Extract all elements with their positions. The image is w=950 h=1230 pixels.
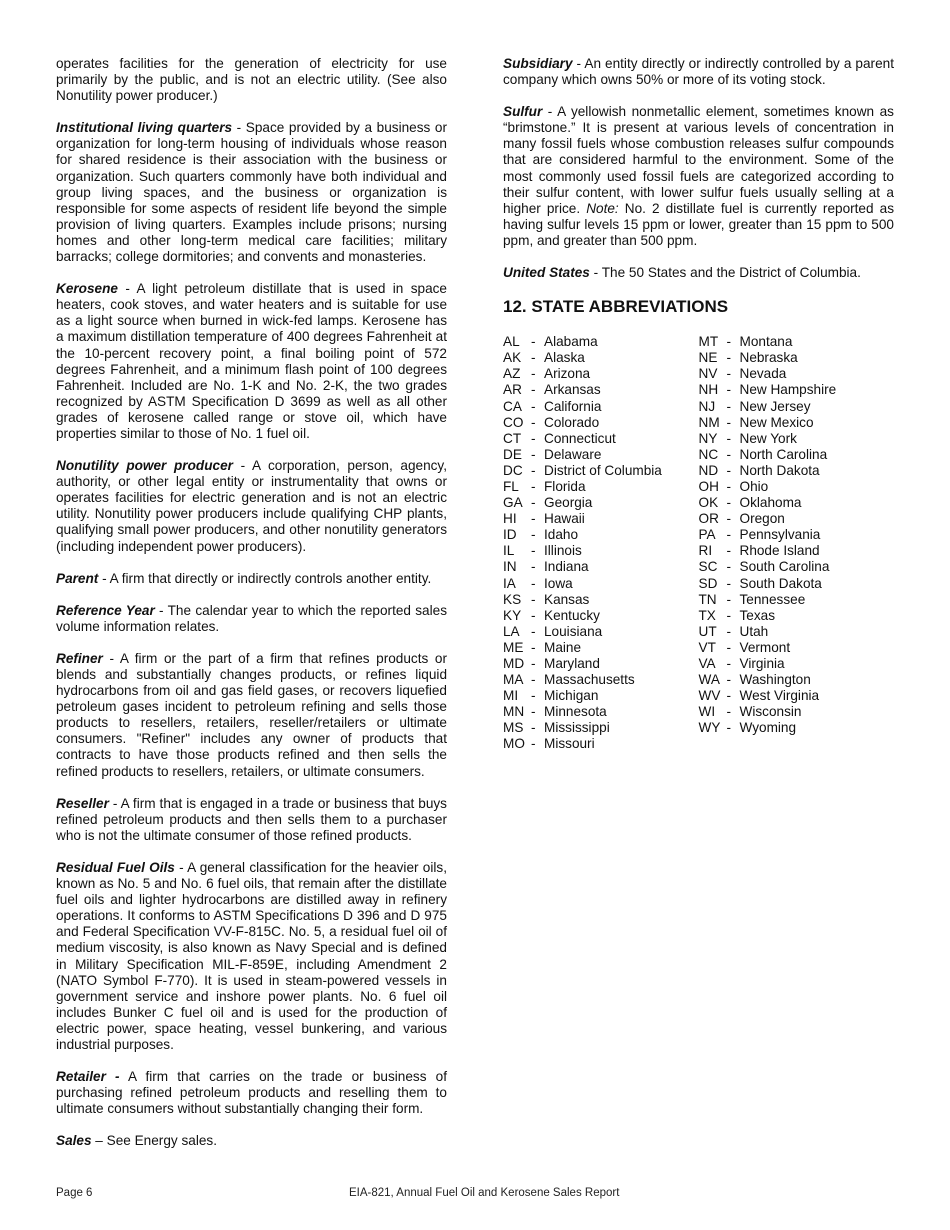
definition-text: A light petroleum distillate that is used in space heaters, cook stoves, and water heaters and is suitable for use as a light source when burned in wick-fed lamps. Kerosene has a maximum distillation temperature of 400 degrees Fahrenheit at the 10-percent recovery point, a final boiling point of 572 degrees Fahrenheit, and a minimum flash point of 100 degrees Fahrenheit. Included are No. 1-K and No. 2-K, the two grades recognized by ASTM Specification D 3699 as well as all other grades of kerosene called range or stove oil, which have properties similar to those of No. 1 fuel oil.	[56, 281, 447, 441]
dash-separator: -	[726, 623, 732, 639]
state-abbr: DE	[503, 446, 522, 462]
state-name: New Mexico	[739, 414, 814, 430]
state-row	[503, 720, 699, 736]
state-row	[699, 527, 895, 543]
dash-separator: -	[531, 430, 536, 446]
state-abbr: MO	[503, 736, 525, 752]
dash-separator: -	[531, 736, 536, 752]
term: Parent	[56, 570, 99, 586]
state-abbr: RI	[698, 543, 713, 559]
state-row	[503, 592, 699, 608]
state-abbr: MD	[503, 656, 525, 671]
state-abbr: CA	[503, 398, 522, 414]
state-name: District of Columbia	[544, 462, 662, 478]
definition-text: The calendar year to which the reported sales volume information relates.	[56, 602, 447, 634]
state-abbr: IL	[503, 543, 515, 559]
state-row	[503, 672, 699, 688]
state-name: Florida	[544, 478, 586, 494]
state-row	[503, 543, 699, 559]
dash-separator: -	[726, 639, 732, 655]
term: Sulfur	[503, 104, 543, 120]
dash-separator: -	[531, 575, 536, 591]
state-row	[503, 624, 699, 640]
separator: -	[232, 458, 252, 474]
definition-text: Space provided by a business or organization for long-term housing of individuals whose reason for shared residence is their association with the business or organization. Such quarters commonly have both individual and group living spaces, and the business or organization is responsible for some aspects of resident life beyond the simple provision of living quarters. Examples include prisons; nursing homes and other long-term medical care facilities; military barracks; college dormitories; and convents and monasteries.	[56, 120, 447, 265]
state-name: Vermont	[739, 639, 791, 655]
state-abbr: SC	[698, 559, 718, 575]
state-abbr: AK	[503, 350, 522, 366]
state-name: Arizona	[544, 366, 591, 382]
state-row	[699, 656, 895, 672]
dash-separator: -	[726, 430, 732, 446]
definition-reference-year	[56, 603, 447, 635]
state-abbr: OH	[698, 478, 719, 494]
state-abbr: VT	[698, 639, 716, 655]
definition-retailer	[56, 1069, 447, 1117]
state-name: Hawaii	[544, 511, 585, 527]
definition-institutional-living-quarters	[56, 120, 447, 265]
state-name: West Virginia	[739, 688, 820, 704]
dash-separator: -	[726, 607, 732, 623]
separator: -	[572, 56, 585, 71]
state-abbr: IA	[503, 575, 516, 591]
state-row	[699, 399, 895, 415]
definition-text: A yellowish nonmetallic element, sometimes known as “brimstone.” It is present at various levels of concentration in many fossil fuels whose combustion releases sulfur compounds that are considered harmful to the environment. Some of the most commonly used fossil fuels are categorized according to their sulfur content, with lower sulfur fuels usually selling at a higher price.	[503, 104, 894, 216]
term: United States	[503, 265, 590, 281]
dash-separator: -	[726, 704, 732, 720]
state-abbr: CT	[503, 430, 522, 446]
state-abbr: OK	[698, 495, 719, 511]
term: Nonutility power producer	[56, 458, 233, 474]
term: Subsidiary	[503, 56, 573, 71]
definition-residual-fuel-oils	[56, 860, 447, 1053]
state-name: Mississippi	[544, 720, 610, 736]
state-row	[699, 463, 895, 479]
dash-separator: -	[531, 720, 536, 736]
term: Kerosene	[56, 281, 118, 297]
state-row	[503, 559, 699, 575]
state-abbr: WI	[698, 704, 716, 720]
state-name: Alaska	[544, 350, 585, 366]
state-abbr: HI	[503, 511, 517, 527]
dash-separator: -	[726, 495, 732, 511]
dash-separator: -	[726, 414, 732, 430]
dash-separator: -	[531, 398, 536, 414]
state-name: Kentucky	[544, 607, 600, 623]
dash-separator: -	[726, 382, 732, 398]
definition-kerosene	[56, 281, 447, 442]
state-abbr: WV	[698, 688, 721, 704]
state-name: South Carolina	[739, 559, 830, 575]
dash-separator: -	[531, 350, 536, 366]
dash-separator: -	[726, 559, 732, 575]
state-abbr: MI	[503, 688, 519, 704]
state-abbr: NE	[698, 350, 718, 366]
dash-separator: -	[726, 672, 732, 688]
state-name: Texas	[739, 607, 776, 623]
state-abbr: AL	[503, 334, 520, 350]
state-abbr: WA	[698, 672, 720, 688]
dash-separator: -	[726, 478, 732, 494]
term: Sales	[56, 1133, 92, 1149]
state-abbr: DC	[503, 462, 523, 478]
state-row	[503, 399, 699, 415]
term: Institutional living quarters	[56, 120, 233, 136]
state-row	[503, 656, 699, 672]
state-name: Delaware	[544, 446, 602, 462]
state-abbr: ME	[503, 639, 524, 655]
states-column-right	[699, 334, 895, 752]
state-row	[699, 624, 895, 640]
state-row	[699, 592, 895, 608]
state-abbr: MN	[503, 704, 525, 720]
definition-text: A firm or the part of a firm that refines products or blends and substantially changes products, or refines liquid hydrocarbons from oil and gas field gases, or recovers liquefied petroleum gases incident to petroleum refining and sells those products to resellers, retailers, reseller/retailers or ultimate consumers. "Refiner" includes any owner of products that contracts to have those products refined and then sells the refined products to resellers, retailers, or ultimate consumers.	[56, 650, 447, 779]
dash-separator: -	[726, 398, 732, 414]
state-row	[503, 447, 699, 463]
states-column-left	[503, 334, 699, 752]
state-abbr: NC	[698, 446, 719, 462]
dash-separator: -	[531, 511, 536, 527]
dash-separator: -	[531, 559, 536, 575]
separator: -	[108, 795, 121, 811]
state-name: Maryland	[544, 656, 600, 671]
state-row	[503, 688, 699, 704]
state-name: Rhode Island	[739, 543, 820, 559]
state-row	[503, 350, 699, 366]
state-abbr: NM	[698, 414, 720, 430]
state-row	[503, 736, 699, 752]
separator: -	[154, 602, 168, 618]
state-row	[503, 608, 699, 624]
dash-separator: -	[726, 688, 732, 704]
dash-separator: -	[726, 511, 732, 527]
state-row	[699, 576, 895, 592]
dash-separator: -	[726, 720, 732, 736]
dash-separator: -	[531, 382, 536, 398]
state-abbr: NJ	[698, 398, 716, 414]
state-abbr: TX	[698, 607, 716, 623]
term: Refiner	[56, 650, 103, 666]
state-name: Kansas	[544, 591, 590, 607]
state-name: Montana	[739, 334, 793, 350]
dash-separator: -	[531, 334, 536, 350]
state-name: Wyoming	[739, 720, 797, 736]
state-row	[699, 334, 895, 350]
definition-sulfur	[503, 104, 894, 249]
separator: -	[117, 281, 137, 297]
definition-text: An entity directly or indirectly controlled by a parent company which owns 50% or more of its voting stock.	[503, 56, 894, 88]
state-name: Massachusetts	[544, 672, 635, 688]
state-row	[699, 704, 895, 720]
state-abbr: LA	[503, 623, 520, 639]
state-row	[699, 608, 895, 624]
state-abbr: SD	[698, 575, 718, 591]
state-row	[699, 447, 895, 463]
definition-subsidiary	[503, 56, 894, 88]
dash-separator: -	[726, 366, 732, 382]
definition-text: See Energy sales.	[106, 1133, 217, 1149]
state-abbr: NH	[698, 382, 719, 398]
state-abbreviations-table	[503, 334, 894, 752]
dash-separator: -	[531, 623, 536, 639]
continuation-paragraph: operates facilities for the generation of electricity for use primarily by the public, and is not an electric utility. (See also Nonutility power producer.)	[56, 56, 447, 104]
definition-sales	[56, 1133, 447, 1149]
state-row	[503, 495, 699, 511]
state-name: Louisiana	[544, 623, 603, 639]
state-name: Arkansas	[544, 382, 601, 398]
state-name: Oklahoma	[739, 495, 802, 511]
term: Reseller	[56, 795, 109, 811]
dash-separator: -	[531, 656, 536, 671]
dash-separator: -	[531, 639, 536, 655]
state-abbr: IN	[503, 559, 517, 575]
dash-separator: -	[726, 591, 732, 607]
separator: -	[98, 570, 110, 586]
dash-separator: -	[531, 446, 536, 462]
state-row	[699, 350, 895, 366]
definition-nonutility-power-producer	[56, 458, 447, 555]
state-abbr: KS	[503, 591, 522, 607]
state-abbr: OR	[698, 511, 719, 527]
definition-united-states	[503, 265, 894, 281]
dash-separator: -	[531, 366, 536, 382]
dash-separator: -	[726, 656, 732, 671]
state-row	[503, 334, 699, 350]
dash-separator: -	[531, 688, 536, 704]
state-name: New York	[739, 430, 797, 446]
state-row	[503, 463, 699, 479]
state-name: Nebraska	[739, 350, 798, 366]
state-row	[699, 559, 895, 575]
state-name: Pennsylvania	[739, 527, 821, 543]
note-label: Note:	[586, 200, 619, 216]
state-abbr: FL	[503, 478, 519, 494]
state-abbr: PA	[698, 527, 716, 543]
state-row	[503, 576, 699, 592]
state-abbr: WY	[698, 720, 721, 736]
state-row	[699, 382, 895, 398]
dash-separator: -	[531, 607, 536, 623]
state-name: Oregon	[739, 511, 785, 527]
definition-parent	[56, 571, 447, 587]
dash-separator: -	[726, 527, 732, 543]
definition-reseller	[56, 796, 447, 844]
state-row	[699, 640, 895, 656]
state-name: New Jersey	[739, 398, 811, 414]
state-name: Idaho	[544, 527, 579, 543]
state-row	[503, 415, 699, 431]
dash-separator: -	[726, 575, 732, 591]
state-name: Nevada	[739, 366, 787, 382]
state-row	[699, 431, 895, 447]
left-column	[56, 56, 447, 1165]
state-row	[699, 366, 895, 382]
state-row	[699, 415, 895, 431]
separator: -	[232, 120, 246, 136]
section-heading: 12. STATE ABBREVIATIONS	[503, 297, 729, 317]
dash-separator: -	[531, 591, 536, 607]
right-column	[503, 56, 894, 753]
term: Reference Year	[56, 602, 155, 618]
state-name: Wisconsin	[739, 704, 802, 720]
dash-separator: -	[531, 672, 536, 688]
state-abbr: MT	[698, 334, 719, 350]
state-name: Utah	[739, 623, 769, 639]
state-abbr: ND	[698, 462, 719, 478]
state-abbr: UT	[698, 623, 717, 639]
separator: –	[91, 1133, 107, 1149]
dash-separator: -	[531, 495, 536, 511]
state-row	[699, 543, 895, 559]
state-name: Missouri	[544, 736, 595, 752]
separator: -	[589, 265, 602, 281]
dash-separator: -	[726, 334, 732, 350]
state-name: South Dakota	[739, 575, 822, 591]
state-abbr: NV	[698, 366, 718, 382]
state-row	[503, 527, 699, 543]
state-abbr: AR	[503, 382, 522, 398]
state-row	[503, 704, 699, 720]
state-name: Minnesota	[544, 704, 607, 720]
separator	[120, 1069, 128, 1084]
state-name: Washington	[739, 672, 811, 688]
dash-separator: -	[531, 527, 536, 543]
state-name: Virginia	[739, 656, 785, 671]
separator: -	[102, 650, 120, 666]
state-name: Colorado	[544, 414, 600, 430]
state-abbr: ID	[503, 527, 517, 543]
state-name: Michigan	[544, 688, 599, 704]
separator: -	[174, 859, 188, 875]
report-title: EIA-821, Annual Fuel Oil and Kerosene Sales Report	[349, 1187, 620, 1199]
state-name: North Dakota	[739, 462, 820, 478]
definition-text: A firm that directly or indirectly controls another entity.	[109, 570, 432, 586]
state-abbr: TN	[698, 591, 717, 607]
state-row	[503, 366, 699, 382]
state-row	[503, 479, 699, 495]
dash-separator: -	[531, 462, 536, 478]
definition-text-note: No. 2 distillate fuel is currently reported as having sulfur levels 15 ppm or lower, greater than 15 ppm to 500 ppm, and greater than 500 ppm.	[503, 200, 894, 248]
state-name: Maine	[544, 639, 582, 655]
term: Residual Fuel Oils	[56, 859, 175, 875]
state-row	[699, 511, 895, 527]
state-name: New Hampshire	[739, 382, 837, 398]
state-row	[699, 479, 895, 495]
state-row	[699, 672, 895, 688]
state-abbr: AZ	[503, 366, 521, 382]
dash-separator: -	[531, 543, 536, 559]
state-row	[699, 688, 895, 704]
state-row	[699, 720, 895, 736]
definition-text: The 50 States and the District of Columbia.	[601, 265, 861, 281]
dash-separator: -	[726, 543, 732, 559]
state-name: Tennessee	[739, 591, 806, 607]
state-row	[699, 495, 895, 511]
dash-separator: -	[531, 704, 536, 720]
state-name: Alabama	[544, 334, 598, 350]
dash-separator: -	[726, 350, 732, 366]
state-abbr: VA	[698, 656, 716, 671]
definition-text: A general classification for the heavier oils, known as No. 5 and No. 6 fuel oils, that remain after the distillate fuel oils and lighter hydrocarbons are distilled away in refinery operations. It conforms to ASTM Specifications D 396 and D 975 and Federal Specification VV-F-815C. No. 5, a residual fuel oil of medium viscosity, is also known as Navy Special and is defined in Military Specification MIL-F-859E, including Amendment 2 (NATO Symbol F-770). It is used in steam-powered vessels in government service and inshore power plants. No. 6 fuel oil includes Bunker C fuel oil and is used for the production of electric power, space heating, vessel bunkering, and various industrial purposes.	[56, 859, 447, 1052]
state-name: Illinois	[544, 543, 582, 559]
state-abbr: MA	[503, 672, 524, 688]
term: Retailer -	[56, 1069, 120, 1085]
state-name: Georgia	[544, 495, 593, 511]
definition-text: A firm that carries on the trade or business of purchasing refined petroleum products and reselling them to ultimate consumers without substantially changing their form.	[56, 1069, 447, 1117]
state-name: Ohio	[739, 478, 769, 494]
state-name: Indiana	[544, 559, 589, 575]
dash-separator: -	[726, 446, 732, 462]
state-abbr: GA	[503, 495, 523, 511]
dash-separator: -	[726, 462, 732, 478]
state-row	[503, 640, 699, 656]
state-abbr: CO	[503, 414, 524, 430]
state-abbr: NY	[698, 430, 718, 446]
state-row	[503, 382, 699, 398]
state-name: California	[544, 398, 602, 414]
dash-separator: -	[531, 414, 536, 430]
separator: -	[542, 104, 558, 120]
state-name: Iowa	[544, 575, 573, 591]
state-name: Connecticut	[544, 430, 616, 446]
state-row	[503, 431, 699, 447]
page-number: Page 6	[56, 1187, 93, 1199]
state-row	[503, 511, 699, 527]
state-abbr: MS	[503, 720, 524, 736]
dash-separator: -	[531, 478, 536, 494]
definition-text: A corporation, person, agency, authority, or other legal entity or instrumentality that owns or operates facilities for electric generation and is not an electric utility. Nonutility power producers include qualifying CHP plants, qualifying small power producers, and other nonutility generators (including independent power producers).	[56, 458, 447, 554]
definition-refiner	[56, 651, 447, 780]
definition-text: A firm that is engaged in a trade or business that buys refined petroleum products and then sells them to a purchaser who is not the ultimate consumer of those refined products.	[56, 795, 447, 843]
state-name: North Carolina	[739, 446, 828, 462]
state-abbr: KY	[503, 607, 522, 623]
